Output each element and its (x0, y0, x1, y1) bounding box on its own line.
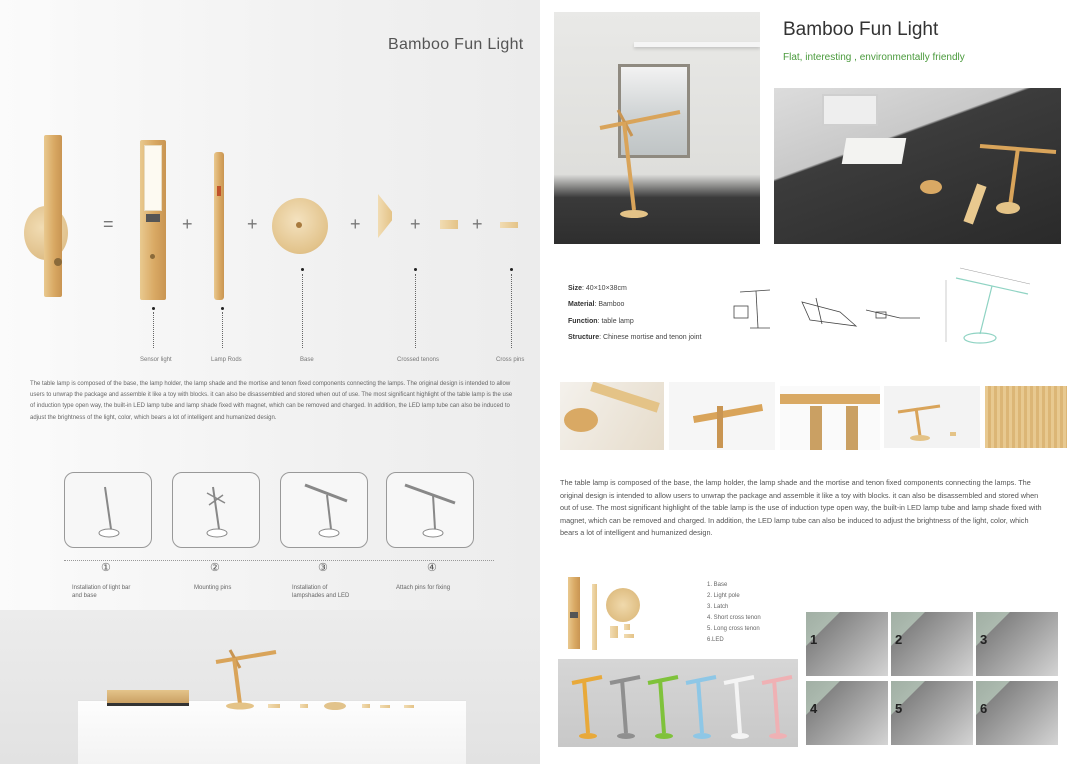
left-title: Bamboo Fun Light (388, 36, 524, 53)
lamp-rod-slot (217, 186, 221, 196)
label-base: Base (300, 357, 314, 363)
step-4-number: ④ (427, 562, 437, 574)
room-lamp (554, 12, 760, 244)
detail-photo-3 (780, 386, 880, 450)
color-variant-lamp-5 (724, 677, 754, 739)
step-3-label: Installation of lampshades and LED (292, 585, 350, 599)
parts-led-icon (570, 612, 578, 618)
spec-material (568, 301, 624, 308)
parts-short-tenon (624, 624, 630, 630)
parts-list-item-3: 3. Latch (707, 604, 729, 610)
assembly-photo-1 (806, 612, 888, 676)
color-variants-photo (558, 659, 798, 747)
equals-operator: = (103, 214, 114, 234)
product-part-2 (300, 704, 308, 708)
parts-list-item-5: 5. Long cross tenon (707, 626, 760, 632)
detail-photo-2 (669, 382, 775, 450)
room-photo (554, 12, 760, 244)
step-1-label: Installation of light bar and base (72, 585, 131, 599)
leader-dot-base (301, 268, 304, 271)
color-variant-lamp-3 (648, 677, 678, 739)
desk-photo (774, 88, 1061, 244)
step-3-lamp-icon (281, 473, 369, 549)
product-part-3 (362, 704, 370, 708)
leader-dot-tenon (414, 268, 417, 271)
step-2-illustration (172, 472, 260, 548)
sensor-light-panel (144, 145, 162, 211)
assembled-lamp-rod (44, 135, 62, 297)
right-subtitle: Flat, interesting , environmentally friendly (783, 52, 965, 63)
label-sensor-light: Sensor light (140, 357, 172, 363)
label-lamp-rods: Lamp Rods (211, 357, 242, 363)
detail-photo-4 (884, 386, 980, 448)
parts-list-item-1: 1. Base (707, 582, 728, 588)
spec-structure (568, 334, 701, 341)
spec-structure-value: : Chinese mortise and tenon joint (599, 334, 702, 341)
step-1-illustration (64, 472, 152, 548)
parts-list-item-2: 2. Light pole (707, 593, 740, 599)
plus-operator-4: + (410, 214, 421, 234)
leader-line-pin (511, 274, 512, 348)
leader-line-tenon (415, 274, 416, 348)
detail-3-beam-1 (780, 394, 880, 404)
plus-operator-2: + (247, 214, 258, 234)
step-4-label: Attach pins for fixing (396, 585, 451, 591)
detail-4-lamp (884, 386, 980, 448)
detail-3-beam-2 (810, 406, 822, 450)
spec-size-key: Size (568, 285, 583, 292)
color-variant-lamp-2 (610, 677, 640, 739)
sensor-icon (146, 214, 160, 222)
color-variant-lamp-4 (686, 677, 716, 739)
step-2-lamp-icon (173, 473, 261, 549)
color-variant-lamp-1 (572, 677, 602, 739)
label-crossed-tenons: Crossed tenons (397, 357, 440, 363)
step-1-number: ① (101, 562, 111, 574)
lamp-rod-part (214, 152, 224, 300)
detail-2-bar (693, 404, 763, 423)
color-variants-lamps (558, 659, 798, 747)
spec-function-key: Function (568, 318, 598, 325)
product-part-base (324, 702, 346, 710)
parts-list-item-6: 6.LED (707, 637, 724, 643)
detail-photo-1 (560, 382, 664, 450)
grid-6-number: 6 (980, 701, 988, 716)
assembly-photo-2 (891, 612, 973, 676)
step-1-lamp-icon (65, 473, 153, 549)
base-hole (296, 222, 302, 228)
product-box (107, 690, 189, 706)
parts-pole (592, 584, 597, 650)
right-description: The table lamp is composed of the base, the lamp holder, the lamp shade and the mortise and tenon fixed components connecting the lamps. The original design is intended to allow users to unwrap the package and assemble it like a toy with blocks. it can also be disassembled and stored when out of use. The most significant highlight of the table lamp is the use of induction type open way, the built-in LED lamp tube and lamp shade fixed with magnet, which can be removed and charged. In addition, the LED lamp tube can also be induced to adjust the brightness of the light, color, which bears a lot of intelligent and humanized design. (560, 478, 1042, 538)
spec-function (568, 318, 634, 325)
parts-base (606, 588, 640, 622)
product-part-5 (404, 705, 414, 708)
step-2-number: ② (210, 562, 220, 574)
detail-2-pole (717, 406, 723, 448)
plus-operator-5: + (472, 214, 483, 234)
grid-4-number: 4 (810, 701, 818, 716)
grid-3-number: 3 (980, 632, 988, 647)
spec-function-value: : table lamp (597, 318, 634, 325)
detail-1-rod (590, 382, 660, 413)
color-variant-lamp-6 (762, 677, 792, 739)
step-2-label: Mounting pins (194, 585, 232, 591)
leader-dot-rod (221, 307, 224, 310)
leader-dot-sensor (152, 307, 155, 310)
assembly-photo-6 (976, 681, 1058, 745)
assembly-photo-5 (891, 681, 973, 745)
detail-photo-5 (985, 386, 1067, 448)
assembly-photo-3 (976, 612, 1058, 676)
step-4-illustration (386, 472, 474, 548)
grid-2-number: 2 (895, 632, 903, 647)
spec-size (568, 285, 627, 292)
desk-lamp (774, 88, 1061, 244)
assembled-lamp-knob (54, 258, 62, 266)
grid-5-number: 5 (895, 701, 903, 716)
crossed-tenon-part (378, 194, 392, 238)
leader-line-rod (222, 312, 223, 348)
leader-line-base (302, 274, 303, 348)
technical-sketches (730, 282, 930, 342)
spec-structure-key: Structure (568, 334, 600, 341)
product-lamp-photo (210, 648, 300, 710)
parts-long-tenon (624, 634, 634, 638)
spec-material-key: Material (568, 301, 595, 308)
leader-line-sensor (153, 312, 154, 348)
cross-pin-part-2 (500, 222, 518, 228)
parts-list-item-4: 4. Short cross tenon (707, 615, 761, 621)
step-4-lamp-icon (387, 473, 475, 549)
step-3-number: ③ (318, 562, 328, 574)
assembly-photo-4 (806, 681, 888, 745)
left-description: The table lamp is composed of the base, the lamp holder, the lamp shade and the mortise and tenon fixed components connecting the lamps. The original design is intended to allow users to unwrap the package and assemble it like a toy with blocks. it can also be disassembled and stored when out of use. The most significant highlight of the table lamp is the use of induction type open way, the built-in LED lamp tube and lamp shade fixed with magnet, which can be removed and charged. In addition, the LED lamp tube can also be induced to adjust the brightness of the light, color, which bears a lot of intelligent and humanized design. (30, 381, 513, 421)
plus-operator-1: + (182, 214, 193, 234)
lamp-dimension-drawing (940, 260, 1040, 350)
grid-1-number: 1 (810, 632, 818, 647)
right-board (540, 0, 1080, 764)
detail-1-base (564, 408, 598, 432)
cross-pin-part-1 (440, 220, 458, 229)
parts-latch (610, 626, 618, 638)
spec-size-value: : 40×10×38cm (582, 285, 627, 292)
label-cross-pins: Cross pins (496, 357, 525, 363)
product-part-4 (380, 705, 390, 708)
right-title: Bamboo Fun Light (783, 19, 939, 40)
product-part-1 (268, 704, 280, 708)
step-3-illustration (280, 472, 368, 548)
leader-dot-pin (510, 268, 513, 271)
plus-operator-3: + (350, 214, 361, 234)
spec-material-value: : Bamboo (594, 301, 625, 308)
sensor-hole (150, 254, 155, 259)
detail-3-beam-3 (846, 406, 858, 450)
